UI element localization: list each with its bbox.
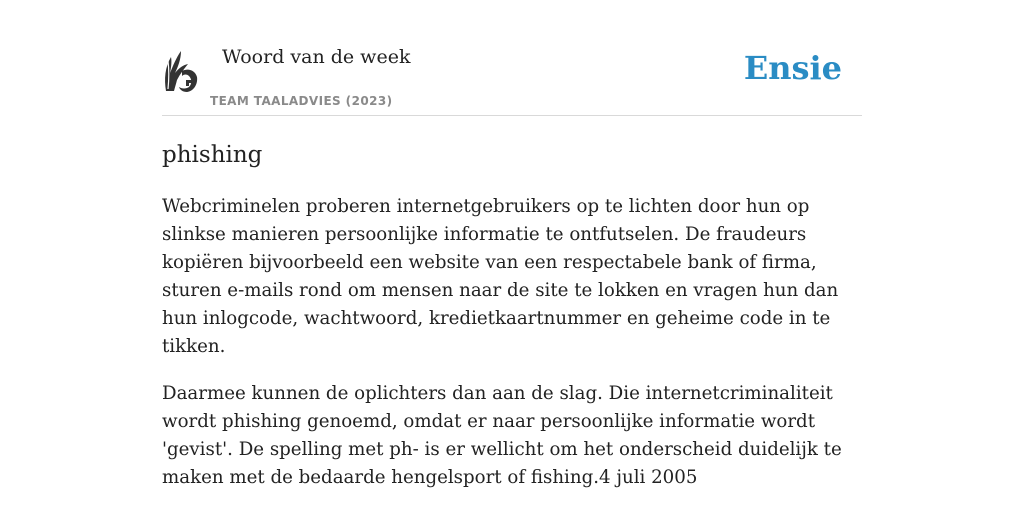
article-title: phishing — [162, 142, 263, 168]
article-paragraph: Daarmee kunnen de oplichters dan aan de slag. Die internetcriminaliteit wordt phishing genoemd, omdat er naar persoonlijke informatie wordt 'gevist'. De spelling met ph- is er wellicht om het onderscheid duidelijk te maken met de bedaarde hengelsport of fishing.4 juli 2005 — [162, 383, 842, 488]
article-paragraph: Webcriminelen proberen internetgebruikers op te lichten door hun op slinkse manieren persoonlijke informatie te ontfutselen. De fraudeurs kopiëren bijvoorbeeld een website van een respectabele bank of firma, sturen e-mails rond om mensen naar de site te lokken en vragen hun dan hun inlogcode, wachtwoord, kredietkaartnummer en geheime code in te tikken. — [162, 196, 839, 357]
header-title[interactable]: Woord van de week — [222, 46, 411, 68]
brand-logo[interactable]: Ensie — [743, 49, 842, 87]
page-container — [162, 40, 862, 492]
header — [162, 40, 862, 116]
lion-logo-icon[interactable] — [162, 49, 198, 95]
header-subtitle: TEAM TAALADVIES (2023) — [210, 94, 393, 108]
